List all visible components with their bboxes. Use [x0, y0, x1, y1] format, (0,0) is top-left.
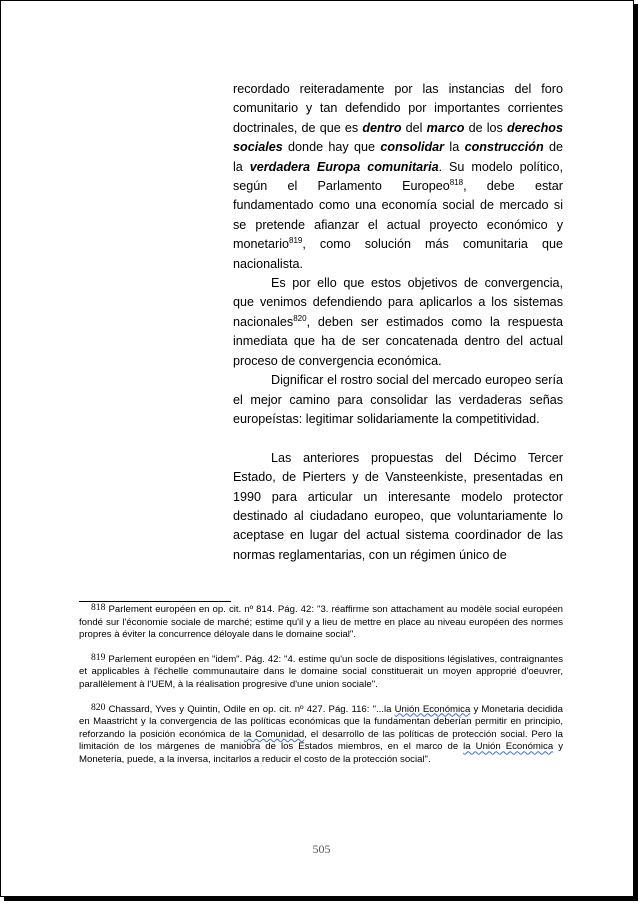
text-run: Las anteriores propuestas del Décimo Tercer Estado, de Pierters y de Vansteenkiste, presentadas en 1990 para articular un interesante modelo protector destinado al ciudadano europeo, que voluntariamente lo aceptase en lugar del actual sistema coordinador de las normas reglamentarias, con un régimen único de — [233, 450, 563, 562]
text-run: , debe estar fundamentado como una economía social de mercado si se pretende afianzar el actual proyecto económico y monetario — [233, 179, 563, 252]
paragraph-4 — [233, 449, 563, 565]
text-run: y Moneteria, puede, a la inversa, incitarlos a reducir el costo de la protección social". — [79, 741, 563, 765]
text-run: recordado reiteradamente por las instancias del foro comunitario y tan defendido por importantes corrientes doctrinales, de que es — [233, 82, 563, 135]
emphasis: dentro — [362, 120, 402, 135]
footnote-819 — [79, 651, 563, 692]
page-number: 505 — [312, 842, 331, 856]
footnote-818 — [79, 604, 563, 642]
text-run: Dignificar el rostro social del mercado europeo sería el mejor camino para consolidar las verdaderas señas europeístas: legitimar solidariamente la competitividad. — [233, 373, 563, 426]
paragraph-2 — [233, 274, 563, 371]
paragraph-1 — [233, 80, 563, 274]
footnote-ref: 818 — [449, 178, 464, 188]
text-run: . Su modelo político, según el Parlamento Europeo — [233, 159, 563, 194]
text-run: Chassard, Yves y Quintin, Odile en op. cit. nº 427. Pág. 116: "...la — [108, 703, 395, 715]
emphasis: consolidar — [380, 140, 445, 155]
footnote-number: 820 — [91, 701, 106, 713]
footnote-text — [79, 604, 563, 640]
footnotes — [79, 604, 563, 779]
text-run: , como solución más comunitaria que nacionalista. — [233, 237, 563, 271]
text-run: , deben ser estimados como la respuesta inmediata que ha de ser concatenada dentro del actual proceso de convergencia económica. — [233, 314, 563, 368]
footnote-number: 818 — [91, 602, 106, 613]
spellcheck-marked-text: la Comunidad — [243, 728, 305, 740]
text-run: Parlement européen en "idem". Pág. 42: "4. estime qu'un socle de dispositions législatives, contraignantes et applicables à l'échelle communautaire dans le domaine social constituerait un moyen approprié d'oeuvrer, parallèlement à l'UEM, à la réalisation progresive d'une union sociale". — [79, 653, 563, 690]
main-text — [233, 80, 563, 565]
spellcheck-marked-text: Unión Económica — [394, 703, 471, 715]
footnote-number: 819 — [91, 651, 106, 663]
text-run: de la — [233, 140, 563, 174]
text-run: donde hay que — [282, 140, 381, 155]
emphasis: derechos sociales — [233, 120, 563, 155]
footnote-ref: 820 — [293, 313, 307, 323]
paragraph-3 — [233, 371, 563, 429]
text-run: la — [444, 140, 465, 155]
emphasis: verdadera Europa comunitaria — [249, 159, 439, 174]
text-run: Parlement européen en op. cit. nº 814. Pág. 42: "3. réaffirme son attachament au modèle social européen fondé sur l'économie sociale de marché; estime qu'il y a lieu de mettre en place au niveau européen des normes propres à éviter la concurrence déloyale dans le domaine social". — [79, 604, 563, 641]
text-run: Es por ello que estos objetivos de convergencia, que venimos defendiendo para aplicarlos a los sistemas nacionales — [233, 276, 563, 329]
text-run: y Monetaria decidida en Maastricht y la convergencia de las políticas económicas que la fundamentan deberían permitir en principio, reforzando la posición económica de — [79, 703, 563, 740]
text-run: de los — [464, 120, 507, 135]
spellcheck-marked-text: la Unión Económica — [463, 741, 554, 753]
text-run: , el desarrollo de las políticas de protección social. Pero la limitación de los márgenes de maniobra de los Estados miembros, en el marco de — [79, 728, 563, 753]
emphasis: marco — [426, 120, 465, 135]
footnote-ref: 819 — [289, 236, 303, 246]
footnote-text — [79, 651, 563, 690]
footnote-text — [79, 701, 563, 765]
footnote-820 — [79, 701, 563, 767]
text-run: del — [401, 120, 427, 135]
emphasis: construcción — [464, 140, 544, 155]
